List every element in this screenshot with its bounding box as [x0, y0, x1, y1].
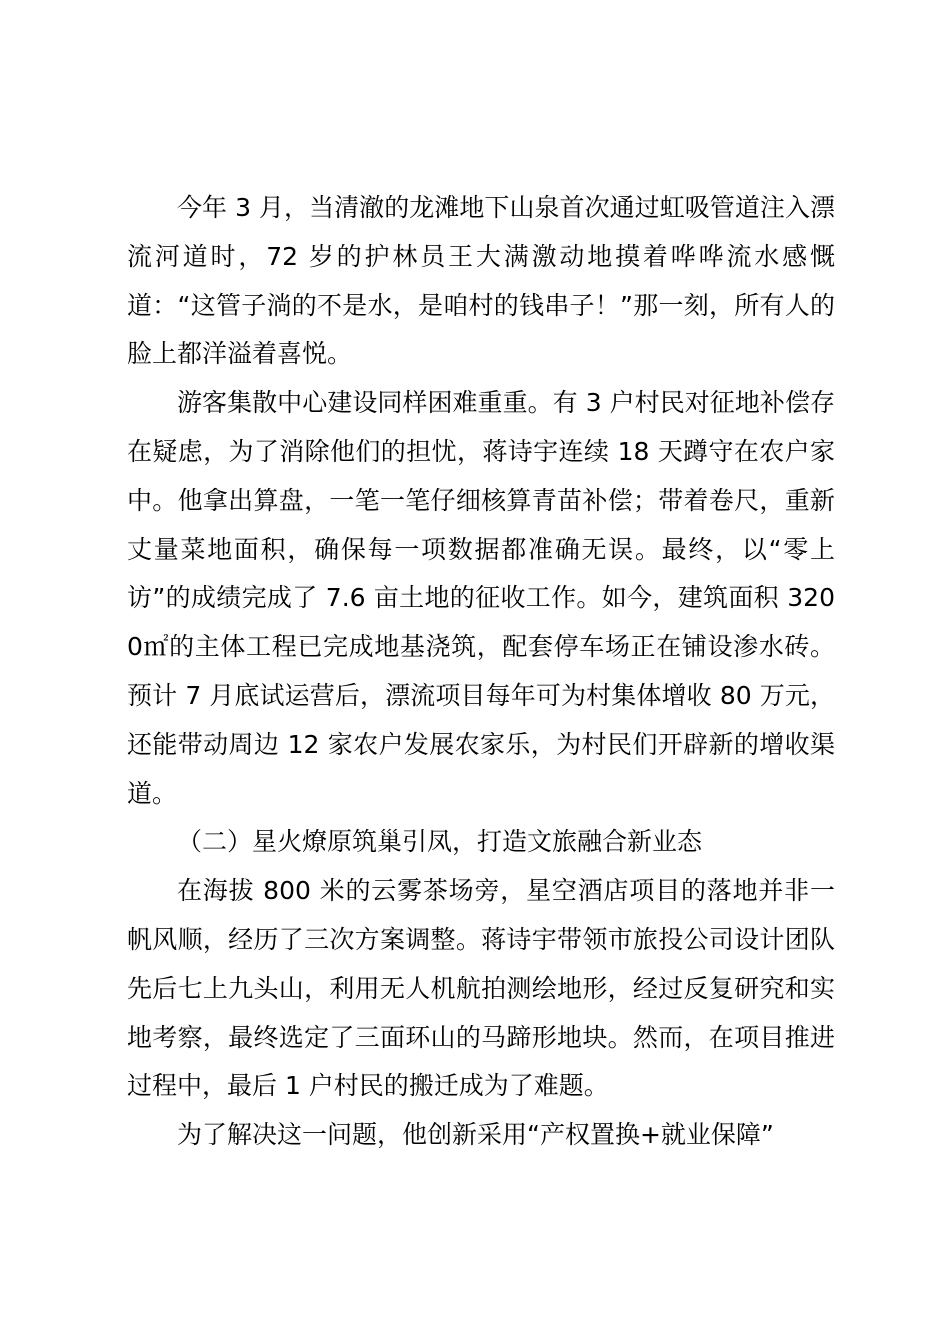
document-page — [127, 184, 835, 1160]
section-heading: （二）星火燎原筑巢引凤，打造文旅融合新业态 — [177, 827, 703, 857]
paragraph-4: 为了解决这一问题，他创新采用“产权置换+就业保障” — [177, 1120, 774, 1150]
paragraph-1: 今年 3 月，当清澈的龙滩地下山泉首次通过虹吸管道注入漂流河道时，72 岁的护林员王大满激动地摸着哗哗流水感慨道：“这管子淌的不是水，是咱村的钱串子！”那一刻，所有人的脸上都洋溢着喜悦。 — [127, 193, 835, 369]
paragraph-2: 游客集散中心建设同样困难重重。有 3 户村民对征地补偿存在疑虑，为了消除他们的担忧，蒋诗宇连续 18 天蹲守在农户家中。他拿出算盘，一笔一笔仔细核算青苗补偿；带着卷尺，重新丈量菜地面积，确保每一项数据都准确无误。最终，以“零上访”的成绩完成了 7.6 亩土地的征收工作。如今，建筑面积 3200㎡的主体工程已完成地基浇筑，配套停车场正在铺设渗水砖。预计 7 月底试运营后，漂流项目每年可为村集体增收 80 万元，还能带动周边 12 家农户发展农家乐，为村民们开辟新的增收渠道。 — [127, 388, 835, 808]
paragraph-3: 在海拔 800 米的云雾茶场旁，星空酒店项目的落地并非一帆风顺，经历了三次方案调整。蒋诗宇带领市旅投公司设计团队先后七上九头山，利用无人机航拍测绘地形，经过反复研究和实地考察，最终选定了三面环山的马蹄形地块。然而，在项目推进过程中，最后 1 户村民的搬迁成为了难题。 — [127, 876, 835, 1101]
